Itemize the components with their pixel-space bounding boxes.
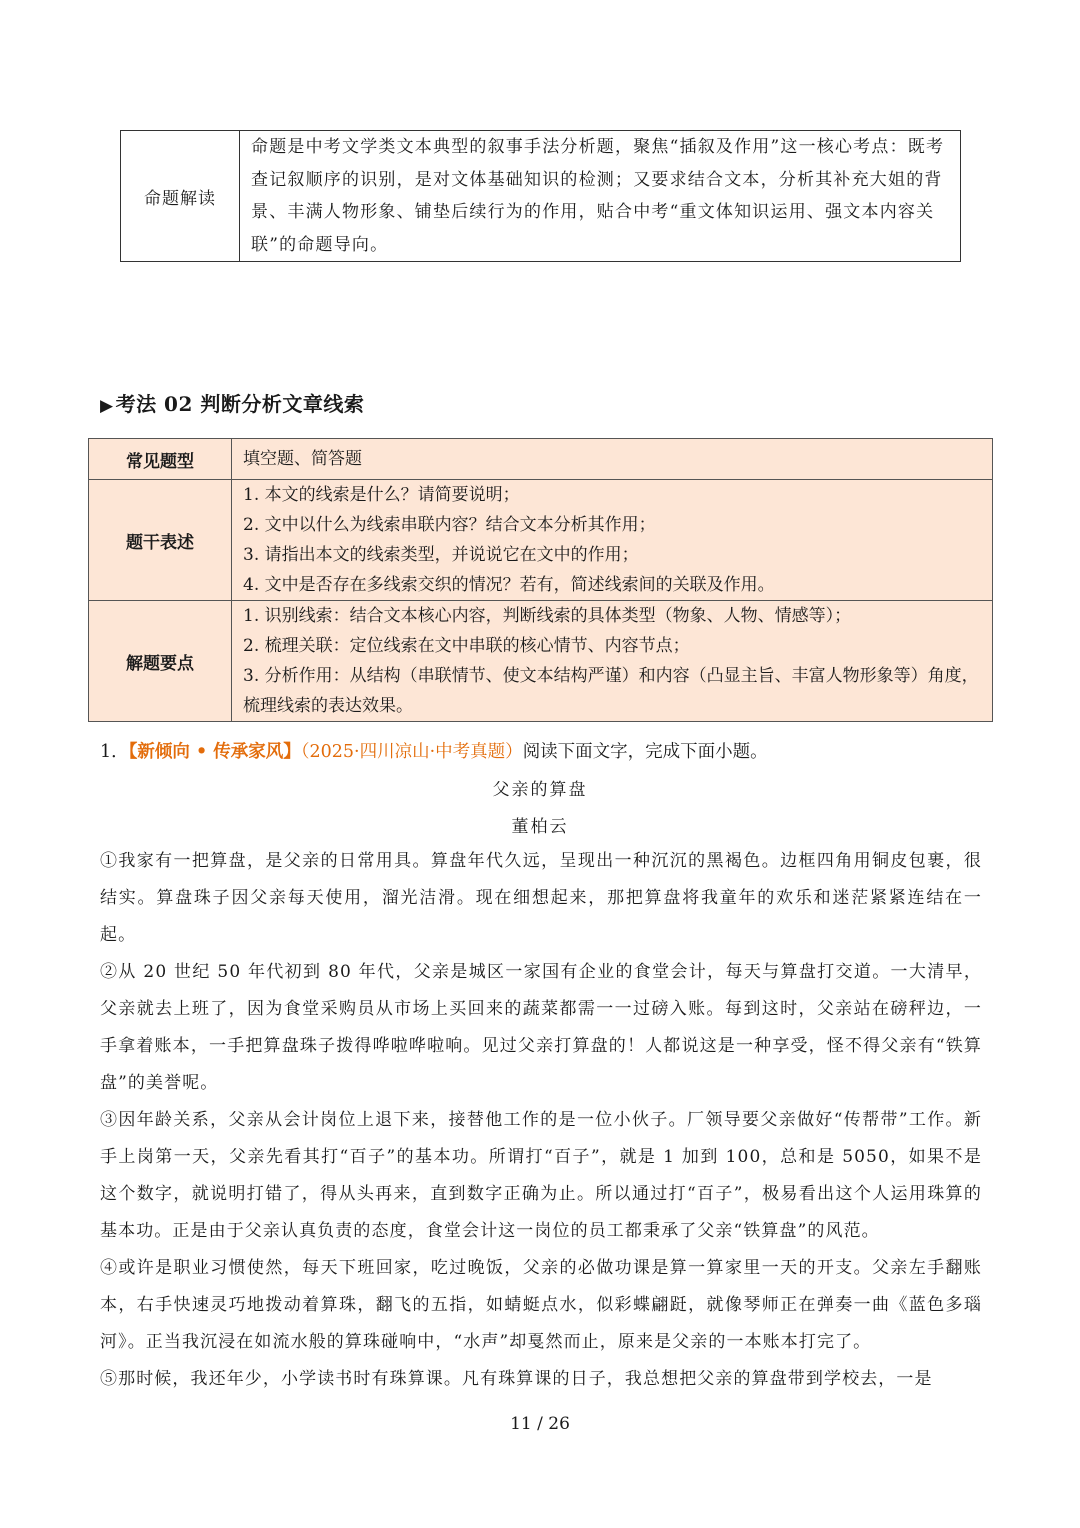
row-line: 3. 请指出本文的线索类型，并说说它在文中的作用；: [243, 545, 639, 565]
row-content: [232, 601, 993, 722]
row-line: 1. 本文的线索是什么？请简要说明；: [243, 485, 520, 505]
interpretation-table: [120, 130, 961, 262]
table-row: [89, 439, 993, 480]
paragraph: ①我家有一把算盘，是父亲的日常用具。算盘年代久远，呈现出一种沉沉的黑褐色。边框四角用铜皮包裹，很结实。算盘珠子因父亲每天使用，溜光洁滑。现在细想起来，那把算盘将我童年的欢乐和迷茫紧紧连结在一起。: [100, 851, 982, 945]
question-tag: 【新倾向 • 传承家风】: [128, 742, 301, 762]
section-heading: [100, 388, 364, 417]
page-number: 11 / 26: [510, 1414, 570, 1434]
paragraph: ③因年龄关系，父亲从会计岗位上退下来，接替他工作的是一位小伙子。厂领导要父亲做好“传帮带”工作。新手上岗第一天，父亲先看其打“百子”的基本功。所谓打“百子”，就是 1 加到 100，总和是 5050，如果不是这个数字，就说明打错了，得从头再来，直到数字正确为止。所以通过打“百子”，极易看出这个人运用珠算的基本功。正是由于父亲认真负责的态度，食堂会计这一岗位的员工都秉承了父亲“铁算盘”的风范。: [100, 1110, 982, 1241]
table-row: [89, 480, 993, 601]
article-title: 父亲的算盘: [492, 780, 588, 800]
row-label: 常见题型: [89, 439, 232, 480]
interpretation-text: 命题是中考文学类文本典型的叙事手法分析题，聚焦“插叙及作用”这一核心考点：既考查记叙顺序的识别，是对文体基础知识的检测；又要求结合文本，分析其补充大姐的背景、丰满人物形象、铺垫后续行为的作用，贴合中考“重文体知识运用、强文本内容关联”的命题导向。: [240, 131, 961, 262]
question-source: （2025·四川凉山·中考真题）: [300, 742, 523, 762]
method-table: [88, 438, 993, 722]
row-label: 题干表述: [89, 480, 232, 601]
row-line: 2. 梳理关联：定位线索在文中串联的核心情节、内容节点；: [243, 636, 690, 656]
question-number: 1．: [100, 742, 129, 762]
row-content: [232, 480, 993, 601]
question-line: [100, 738, 768, 763]
article-author: 董柏云: [511, 817, 569, 837]
row-line: 4. 文中是否存在多线索交织的情况？若有，简述线索间的关联及作用。: [243, 575, 775, 595]
paragraph: ②从 20 世纪 50 年代初到 80 年代，父亲是城区一家国有企业的食堂会计，每天与算盘打交道。一大清早，父亲就去上班了，因为食堂采购员从市场上买回来的蔬菜都需一一过磅入账。每到这时，父亲站在磅秤边，一手拿着账本，一手把算盘珠子拨得哗啦哗啦响。见过父亲打算盘的！人都说这是一种享受，怪不得父亲有“铁算盘”的美誉呢。: [100, 962, 982, 1093]
paragraph: ⑤那时候，我还年少，小学读书时有珠算课。凡有珠算课的日子，我总想把父亲的算盘带到学校去，一是: [100, 1369, 933, 1389]
article-body: [100, 843, 982, 1398]
row-line: 填空题、简答题: [243, 449, 362, 469]
paragraph: ④或许是职业习惯使然，每天下班回家，吃过晚饭，父亲的必做功课是算一算家里一天的开支。父亲左手翻账本，右手快速灵巧地拨动着算珠，翻飞的五指，如蜻蜓点水，似彩蝶翩跹，就像琴师正在弹奏一曲《蓝色多瑙河》。正当我沉浸在如流水般的算珠碰响中，“水声”却戛然而止，原来是父亲的一本账本打完了。: [100, 1258, 982, 1352]
question-instruction: 阅读下面文字，完成下面小题。: [522, 742, 768, 762]
row-line: 1. 识别线索：结合文本核心内容，判断线索的具体类型（物象、人物、情感等）；: [243, 606, 852, 626]
section-title-text: 考法 02 判断分析文章线索: [115, 392, 365, 416]
row-content: [232, 439, 993, 480]
interpretation-label: 命题解读: [121, 131, 240, 262]
row-label: 解题要点: [89, 601, 232, 722]
row-line: 2. 文中以什么为线索串联内容？结合文本分析其作用；: [243, 515, 656, 535]
row-line: 3. 分析作用：从结构（串联情节、使文本结构严谨）和内容（凸显主旨、丰富人物形象等）角度，梳理线索的表达效果。: [243, 666, 979, 716]
triangle-icon: ▶: [100, 396, 114, 416]
table-row: [89, 601, 993, 722]
